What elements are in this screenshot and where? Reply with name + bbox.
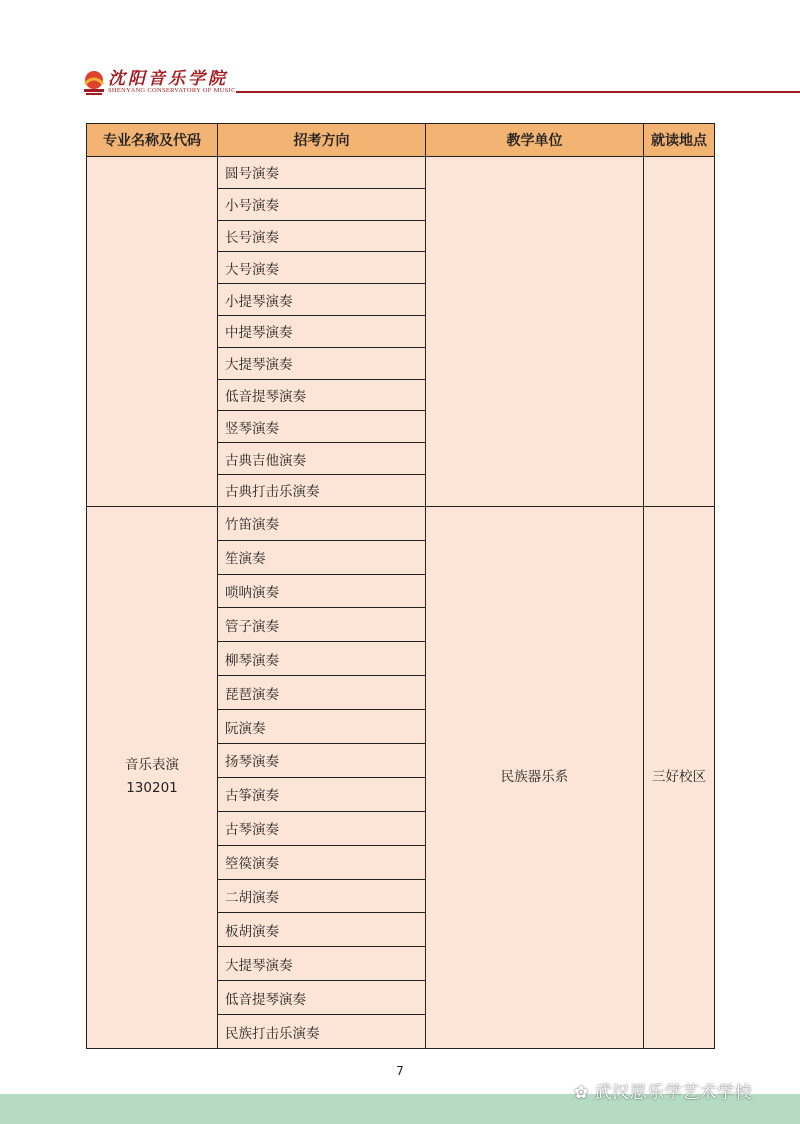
admissions-table	[86, 123, 715, 1049]
direction-cell: 中提琴演奏	[218, 315, 426, 347]
header-unit: 教学单位	[426, 124, 644, 157]
wechat-icon: ✿	[574, 1083, 595, 1103]
direction-cell: 大提琴演奏	[218, 347, 426, 379]
location-cell: 三好校区	[644, 506, 715, 1048]
direction-cell: 琵琶演奏	[218, 676, 426, 710]
direction-cell: 低音提琴演奏	[218, 379, 426, 411]
direction-cell: 古筝演奏	[218, 777, 426, 811]
direction-cell: 长号演奏	[218, 220, 426, 252]
direction-cell: 小提琴演奏	[218, 284, 426, 316]
direction-cell: 民族打击乐演奏	[218, 1015, 426, 1049]
watermark-text: 武汉思乐学艺术学校	[594, 1083, 753, 1103]
direction-cell: 管子演奏	[218, 608, 426, 642]
table-header-row	[87, 124, 715, 157]
account-watermark	[574, 1078, 752, 1103]
direction-cell: 竹笛演奏	[218, 506, 426, 540]
direction-cell: 柳琴演奏	[218, 642, 426, 676]
direction-cell: 小号演奏	[218, 188, 426, 220]
header-direction: 招考方向	[218, 124, 426, 157]
logo-english-name: SHENYANG CONSERVATORY OF MUSIC	[108, 87, 236, 94]
page-header	[0, 0, 800, 110]
direction-cell: 扬琴演奏	[218, 744, 426, 778]
location-cell-continued	[644, 157, 715, 507]
direction-cell: 古典吉他演奏	[218, 443, 426, 475]
direction-cell: 竖琴演奏	[218, 411, 426, 443]
header-divider	[236, 91, 800, 93]
direction-cell: 古琴演奏	[218, 811, 426, 845]
major-cell-continued	[87, 157, 218, 507]
unit-cell-continued	[426, 157, 644, 507]
direction-cell: 大号演奏	[218, 252, 426, 284]
direction-cell: 板胡演奏	[218, 913, 426, 947]
direction-cell: 古典打击乐演奏	[218, 474, 426, 506]
direction-cell: 唢呐演奏	[218, 574, 426, 608]
major-cell	[87, 506, 218, 1048]
direction-cell: 圆号演奏	[218, 157, 426, 189]
page-number: 7	[396, 1064, 404, 1078]
direction-cell: 笙演奏	[218, 540, 426, 574]
direction-cell: 二胡演奏	[218, 879, 426, 913]
header-major: 专业名称及代码	[87, 124, 218, 157]
direction-cell: 箜篌演奏	[218, 845, 426, 879]
direction-cell: 低音提琴演奏	[218, 981, 426, 1015]
table-row	[87, 506, 715, 540]
header-location: 就读地点	[644, 124, 715, 157]
direction-cell: 阮演奏	[218, 710, 426, 744]
unit-cell: 民族器乐系	[426, 506, 644, 1048]
direction-cell: 大提琴演奏	[218, 947, 426, 981]
major-name: 音乐表演	[125, 757, 179, 774]
conservatory-logo-icon	[82, 68, 106, 98]
table-row	[87, 157, 715, 189]
major-code: 130201	[126, 780, 178, 797]
logo-chinese-name: 沈阳音乐学院	[108, 69, 228, 89]
